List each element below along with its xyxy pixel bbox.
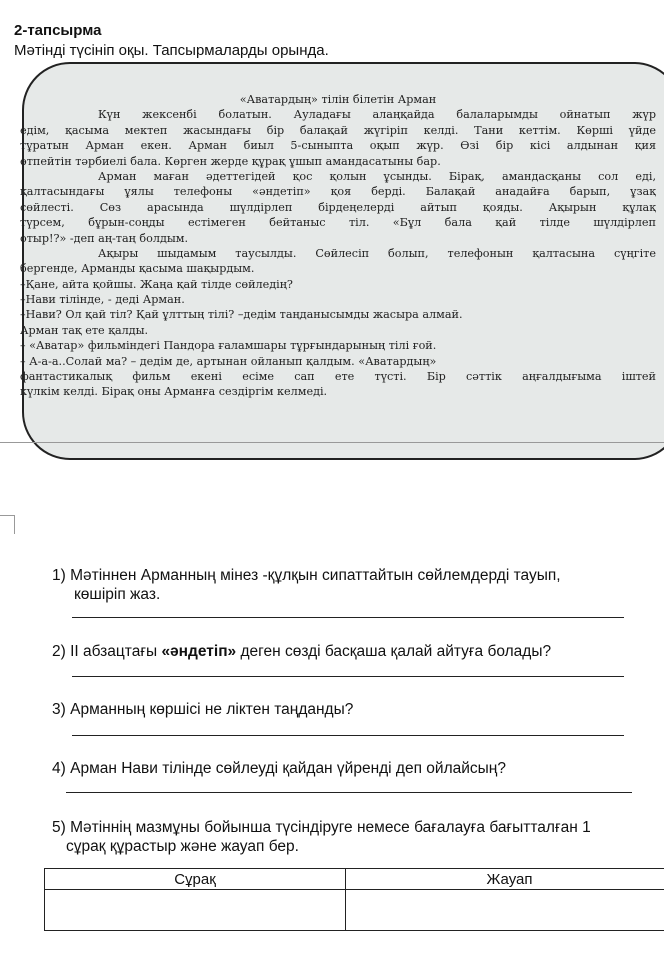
passage-line: күлкім келді. Бірақ оны Арманға сездіргім келмеді. <box>20 385 328 399</box>
answer-line-4[interactable] <box>66 792 632 793</box>
question-1-cont <box>74 585 160 604</box>
question-number: 4) <box>52 760 66 777</box>
passage-line: –Нави тілінде, - деді Арман. <box>20 293 185 307</box>
question-text: деген сөзді басқаша қалай айтуға болады? <box>236 643 552 660</box>
answer-line-3[interactable] <box>72 735 624 736</box>
passage-line: түрсем, бұрын-соңды естімеген бейтаныс тіл. «Бұл бала қай тілде шүлдірлеп <box>20 216 656 230</box>
question-keyword: «әндетіп» <box>161 643 237 660</box>
table-header-answer: Жауап <box>346 869 664 890</box>
passage-line: бергенде, Арманды қасыма шақырдым. <box>20 262 255 276</box>
question-5 <box>52 818 591 837</box>
passage-line: фантастикалық фильм екені есіме сап ете түсті. Бір сәттік аңғалдығыма іштей <box>20 370 656 384</box>
question-5-cont <box>66 837 299 856</box>
question-text: көшіріп жаз. <box>74 586 161 603</box>
question-text: Мәтіннің мазмұны бойынша түсіндіруге немесе бағалауға бағытталған 1 <box>70 819 591 836</box>
passage-line: Арман маған әдеттегідей қос қолын ұсынды. Бірақ, амандасқаны сол еді, <box>98 169 656 183</box>
question-number: 5) <box>52 819 66 836</box>
passage-line: – «Аватар» фильміндегі Пандора ғаламшары тұрғындарының тілі ғой. <box>20 339 437 353</box>
answer-line-2[interactable] <box>72 676 624 677</box>
passage-line: қалтасындағы ұялы телефоны «әндетіп» қоя берді. Балақай анадайға барып, ұзақ <box>20 185 656 199</box>
passage-line: – А-а-а..Солай ма? – дедім де, артынан ойланып қалдым. «Аватардың» <box>20 354 437 368</box>
task-instruction: Мәтінді түсініп оқы. Тапсырмаларды орында. <box>14 42 329 59</box>
answer-line-1[interactable] <box>72 617 624 618</box>
passage-line: сөйлесті. Сөз арасында шүлдірлеп бірдеңелерді айтып қояды. Ақырын құлақ <box>20 200 656 214</box>
table-header-question: Сұрақ <box>45 869 346 890</box>
passage-title: «Аватардың» тілін білетін Арман <box>239 93 437 106</box>
question-cell[interactable] <box>45 890 346 931</box>
task-title: 2-тапсырма <box>14 22 102 39</box>
passage-line: тұратын Арман екен. Арман биыл 5-сыныпта оқып жүр. Өзі бір кісі алдынан қия <box>20 139 656 153</box>
question-text: Арманның көршісі не ліктен таңданды? <box>70 701 354 718</box>
passage-line: –Қане, айта қойшы. Жаңа қай тілде сөйледің? <box>20 277 293 291</box>
passage-line: өтпейтін тәрбиелі бала. Көрген жерде құрақ ұшып амандасатыны бар. <box>20 154 441 168</box>
question-text: Арман Нави тілінде сөйлеуді қайдан үйренді деп ойлайсың? <box>70 760 506 777</box>
passage-line: Ақыры шыдамым таусылды. Сөйлесіп болып, телефонын қалтасына сүңгіте <box>98 246 656 260</box>
passage-text <box>20 92 656 400</box>
question-3 <box>52 700 353 719</box>
question-text: Мәтіннен Арманның мінез -құлқын сипаттайтын сөйлемдерді тауып, <box>70 567 561 584</box>
question-number: 1) <box>52 567 66 584</box>
question-4 <box>52 759 506 778</box>
question-2 <box>52 642 551 661</box>
divider <box>0 442 664 443</box>
corner-mark <box>0 515 15 534</box>
question-text: II абзацтағы <box>70 643 162 660</box>
passage-line: Күн жексенбі болатын. Ауладағы алаңқайда балаларымды ойнатып жүр <box>98 108 656 122</box>
passage-line: Арман тақ ете қалды. <box>20 323 149 337</box>
question-number: 3) <box>52 701 66 718</box>
answer-cell[interactable] <box>346 890 664 931</box>
question-text: сұрақ құрастыр және жауап бер. <box>66 838 299 855</box>
passage-line: –Нави? Ол қай тіл? Қай ұлттың тілі? –дедім таңданысымды жасыра алмай. <box>20 308 463 322</box>
question-1 <box>52 566 561 585</box>
passage-line: едім, қасыма мектеп жасындағы бір балақай жүгіріп келді. Тани кеттім. Көрші үйде <box>20 123 656 137</box>
qa-table <box>44 868 664 931</box>
question-number: 2) <box>52 643 66 660</box>
passage-line: отыр!?» -деп аң-таң болдым. <box>20 231 189 245</box>
